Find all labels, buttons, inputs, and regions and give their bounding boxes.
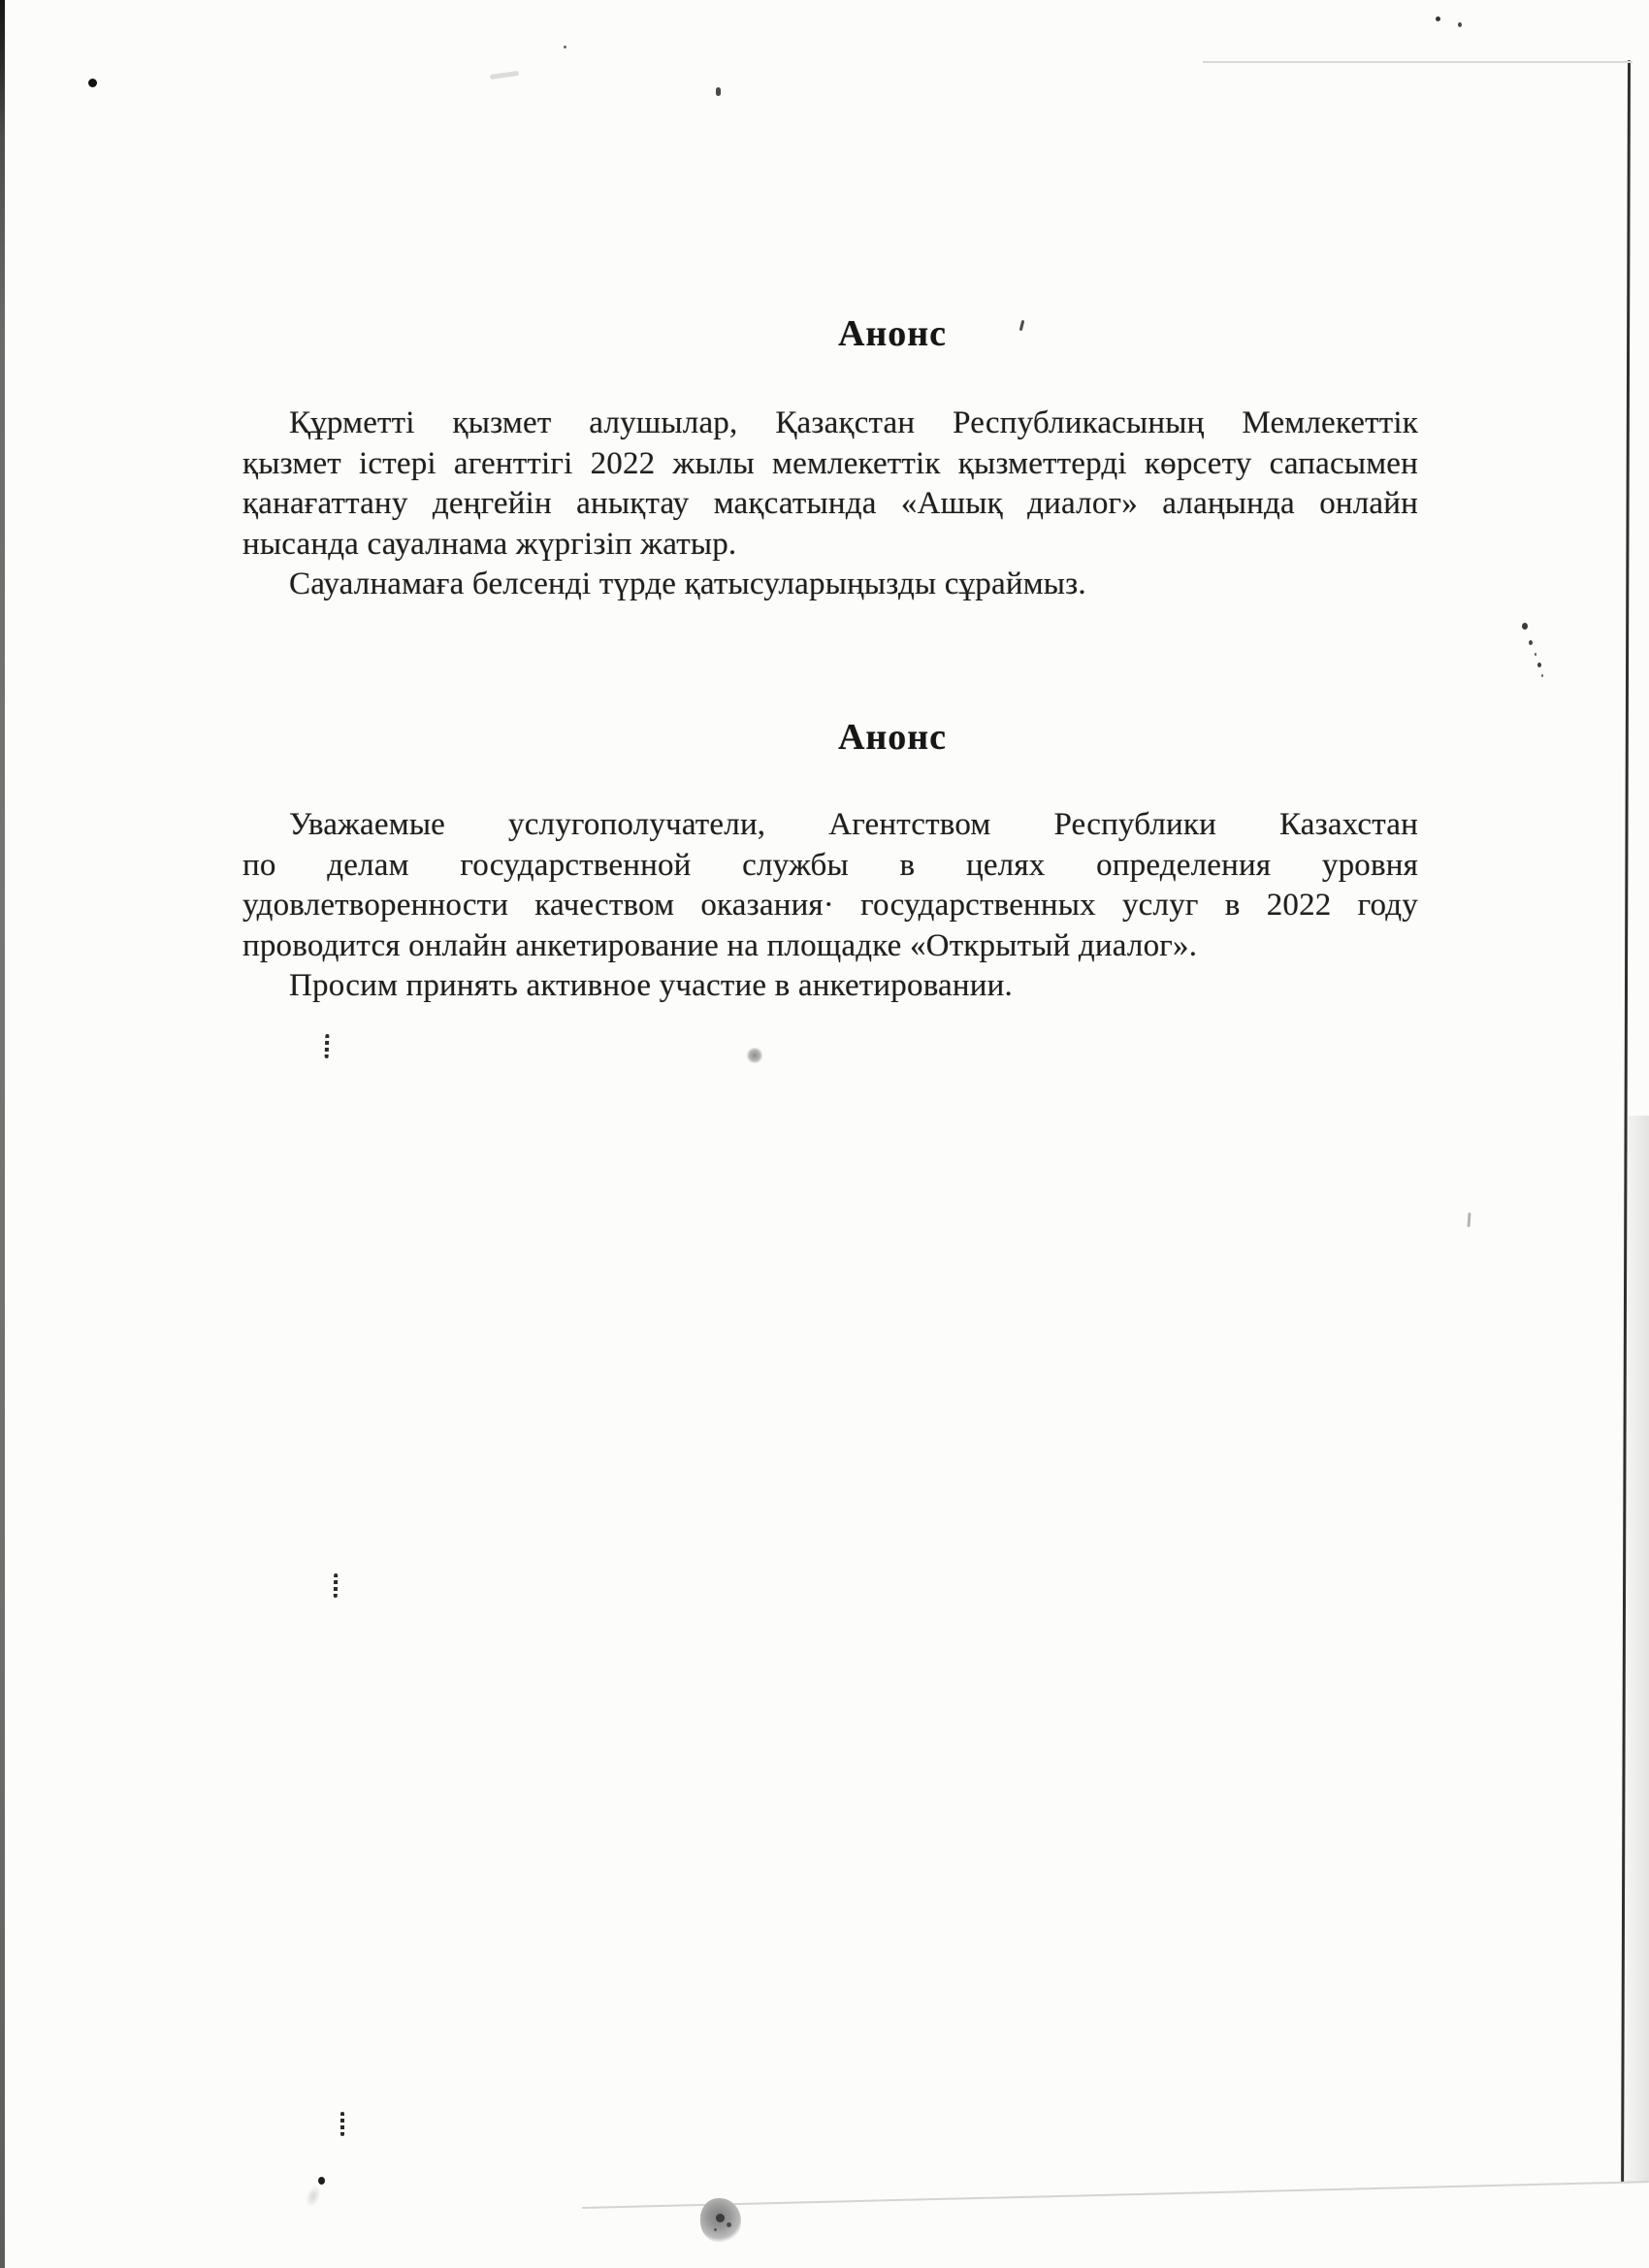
exclamation-mark-artifact: [325, 1034, 330, 1058]
paragraph-line: нысанда сауалнама жүргізіп жатыр.: [242, 526, 737, 562]
right-page-edge-shade: [1625, 1116, 1649, 2183]
section-heading: Анонс: [837, 717, 948, 758]
paragraph-line: Уважаемые услугополучатели, Агентством Республики Казахстан: [289, 807, 1418, 842]
section-kazakh-paragraph: [242, 404, 1418, 605]
exclamation-mark-artifact: [334, 1573, 338, 1598]
scan-speck: [564, 46, 566, 49]
section-russian-paragraph: [242, 805, 1418, 1007]
scan-speck: [1458, 22, 1462, 27]
exclamation-mark-artifact: [340, 2112, 344, 2136]
pencil-smudge: [746, 1048, 763, 1063]
paragraph-line: проводится онлайн анкетирование на площадке «Открытый диалог».: [242, 927, 1198, 963]
ink-streak-artifact: [1522, 623, 1528, 630]
paragraph-line: қанағаттану деңгейін анықтау мақсатында «Ашық диалог» алаңында онлайн: [242, 486, 1418, 521]
paragraph-line: Құрметті қызмет алушылар, Қазақстан Республикасының Мемлекеттік: [289, 405, 1418, 440]
ink-dot: [88, 79, 97, 87]
bottom-edge-shadow-line: [582, 2181, 1649, 2209]
paragraph-line: по делам государственной службы в целях определения уровня: [242, 847, 1418, 883]
paragraph-line: қызмет істері агенттігі 2022 жылы мемлекеттік қызметтерді көрсету сапасымен: [242, 445, 1418, 481]
right-page-edge-line: [1621, 60, 1631, 2183]
faint-mark-artifact: [1467, 1213, 1471, 1227]
scan-smudge: [490, 71, 519, 80]
paragraph-closing-line: Сауалнамаға белсенді түрде қатысуларыңызды сұраймыз.: [289, 567, 1086, 601]
paragraph-closing-line: Просим принять активное участие в анкетировании.: [289, 968, 1013, 1003]
section-heading: Анонс: [837, 313, 948, 354]
left-page-edge-shadow: [0, 0, 5, 2268]
ink-speck-with-smudge: [318, 2177, 325, 2185]
section-russian-heading-wrap: [242, 716, 1418, 759]
paragraph-line: удовлетворенности качеством оказания· государственных услуг в 2022 году: [242, 888, 1418, 923]
ink-blob-stamp-mark: [700, 2198, 741, 2243]
scan-speck: [1436, 16, 1440, 21]
top-edge-shadow-line: [1203, 61, 1633, 63]
section-kazakh-heading-wrap: [242, 312, 1418, 355]
scan-speck: [716, 87, 721, 96]
